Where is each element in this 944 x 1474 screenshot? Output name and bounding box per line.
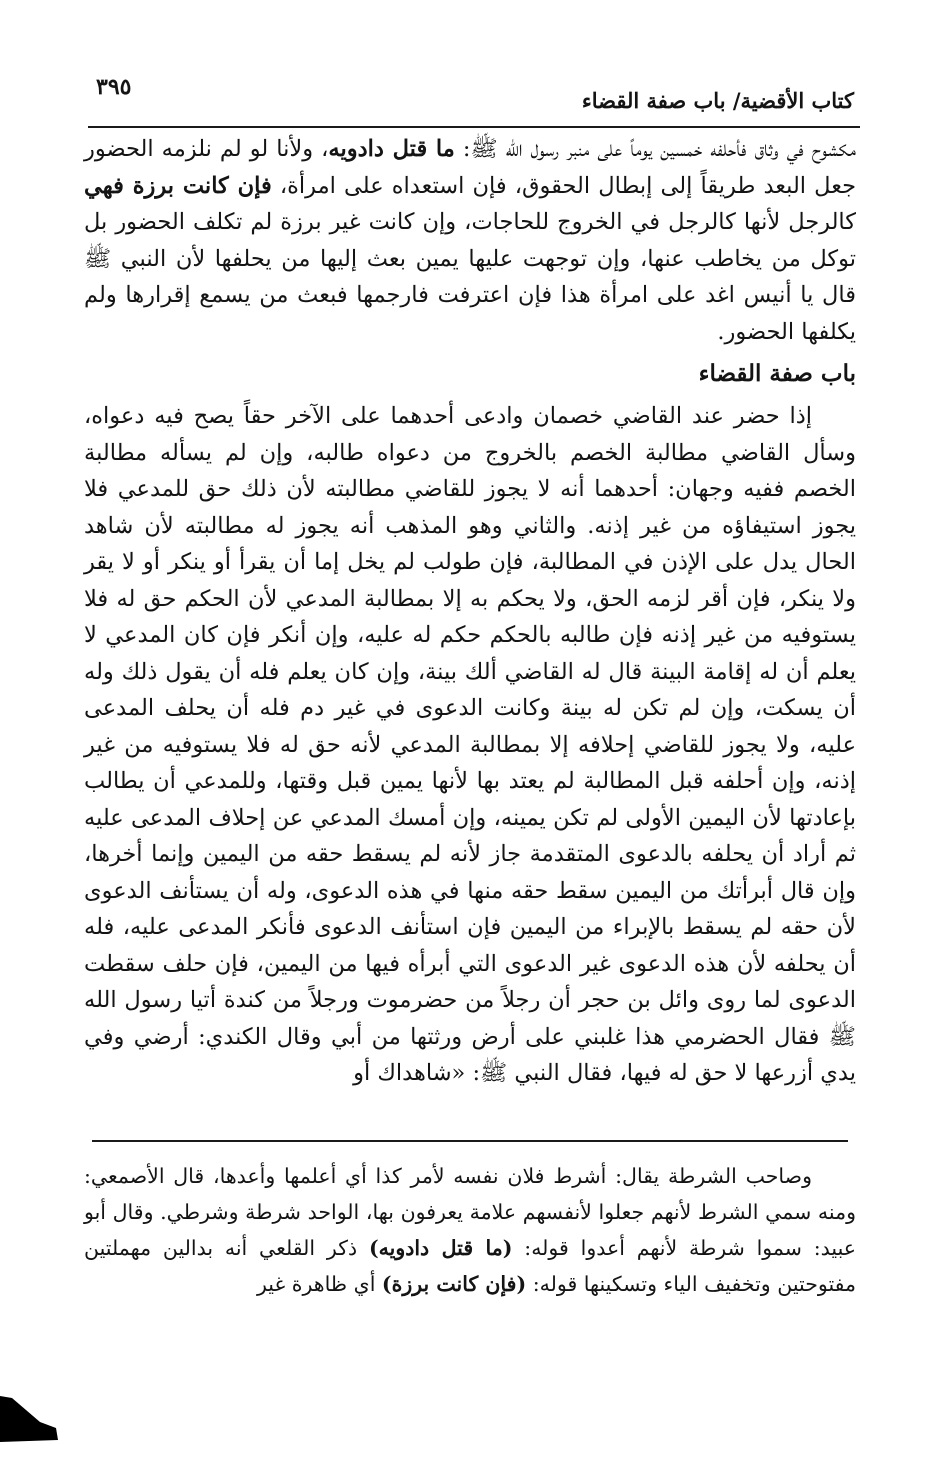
paragraph-2: إذا حضر عند القاضي خصمان وادعى أحدهما على الآخر حقاً يصح فيه دعواه، وسأل القاضي مطالبة الخصم بالخروج من دعواه طالبه، وإن لم يسأله مطالبة الخصم ففيه وجهان: أحدهما أنه لا يجوز للقاضي مطالبته لأن ذلك حق للمدعي فلا يجوز استيفاؤه من غير إذنه. والثاني وهو المذهب أنه يجوز له مطالبته لأن شاهد الحال يدل على الإذن في المطالبة، فإن طولب لم يخل إما أن يقرأ أو ينكر أو لا يقر ولا ينكر، فإن أقر لزمه الحق، ولا يحكم به إلا بمطالبة المدعي لأن الحكم حق له فلا يستوفيه من غير إذنه فإن طالبه بالحكم حكم له عليه، وإن أنكر فإن كان المدعي لا يعلم أن له إقامة البينة قال له القاضي ألك بينة، وإن كان يعلم فله أن يقول ذلك وله أن يسكت، وإن لم تكن له بينة وكانت الدعوى في غير دم فله أن يحلف المدعى عليه، ولا يجوز للقاضي إحلافه إلا بمطالبة المدعي لأنه حق له فلا يستوفيه من غير إذنه، وإن أحلفه قبل المطالبة لم يعتد بها لأنها يمين قبل وقتها، وللمدعي أن يطالب بإعادتها لأن اليمين الأولى لم تكن يمينه، وإن أمسك المدعي عن إحلاف المدعى عليه ثم أراد أن يحلفه بالدعوى المتقدمة جاز لأنه لم يسقط حقه من اليمين وإنما أخرها، وإن قال أبرأتك من اليمين سقط حقه منها في هذه الدعوى، وله أن يستأنف الدعوى لأن حقه لم يسقط بالإبراء من اليمين فإن استأنف الدعوى فأنكر المدعى عليه، فله أن يحلفه لأن هذه الدعوى غير الدعوى التي أبرأه فيها من اليمين، فإن حلف سقطت الدعوى لما روى وائل بن حجر أن رجلاً من حضرموت ورجلاً من كندة أتيا رسول الله ﷺ فقال الحضرمي هذا غلبني على أرض ورثتها من أبي وقال الكندي: أرضي وفي يدي أزرعها لا حق له فيها، فقال النبي ﷺ: «شاهداك أو xyxy=(84,403,856,1086)
text-run: كالرجل لأنها كالرجل في الخروج للحاجات، وإن كانت غير برزة لم تكلف الحضور بل توكل من يخاطب عنها، وإن توجهت عليها يمين بعث إليها من يحلفها لأن النبي ﷺ قال يا أنيس اغد على امرأة هذا فإن اعترفت فارجمها فبعث من يسمع إقرارها ولم يكلفها الحضور. xyxy=(84,209,856,345)
text-run: مكشوح في وثاق فأحلفه خمسين يوماً على منبر رسول الله ﷺ: xyxy=(454,136,856,162)
text-run: أي ظاهرة غير xyxy=(256,1272,382,1296)
bold-text-run: ما قتل دادويه xyxy=(328,136,455,162)
footnote-paragraph xyxy=(84,1158,856,1302)
paragraph-1 xyxy=(84,131,856,350)
bold-text-run: فإن كانت برزة فهي xyxy=(84,172,272,199)
corner-mark-icon xyxy=(0,1392,60,1444)
footnote xyxy=(84,1158,856,1302)
bold-text-run: (ما قتل دادويه) xyxy=(368,1236,513,1260)
footnote-rule xyxy=(92,1140,848,1142)
running-header: كتاب الأقضية/ باب صفة القضاء xyxy=(581,88,854,113)
page-number: ٣٩٥ xyxy=(96,74,132,100)
header-rule xyxy=(88,126,860,128)
text-run: وصاحب الشرطة يقال: أشرط فلان نفسه لأمر كذا أي أعلمها وأعدها، قال الأصمعي: ومنه سمي الشرط لأنهم جعلوا لأنفسهم علامة يعرفون بها، الواحد شرطة وشرطي. وقال أبو عبيد: سموا شرطة لأنهم أعدوا قوله: xyxy=(84,1164,856,1260)
text-run: ذكر القلعي أنه بدالين مهملتين مفتوحتين وتخفيف الياء وتسكينها قوله: xyxy=(84,1236,856,1296)
text-run: ، ولأنا لو لم نلزمه الحضور جعل البعد طريقاً إلى إبطال الحقوق، فإن استعداه على امرأة، xyxy=(84,136,856,199)
bold-text-run: (فإن كانت برزة) xyxy=(381,1272,527,1296)
main-text xyxy=(84,131,856,1092)
section-title: باب صفة القضاء xyxy=(698,360,856,387)
